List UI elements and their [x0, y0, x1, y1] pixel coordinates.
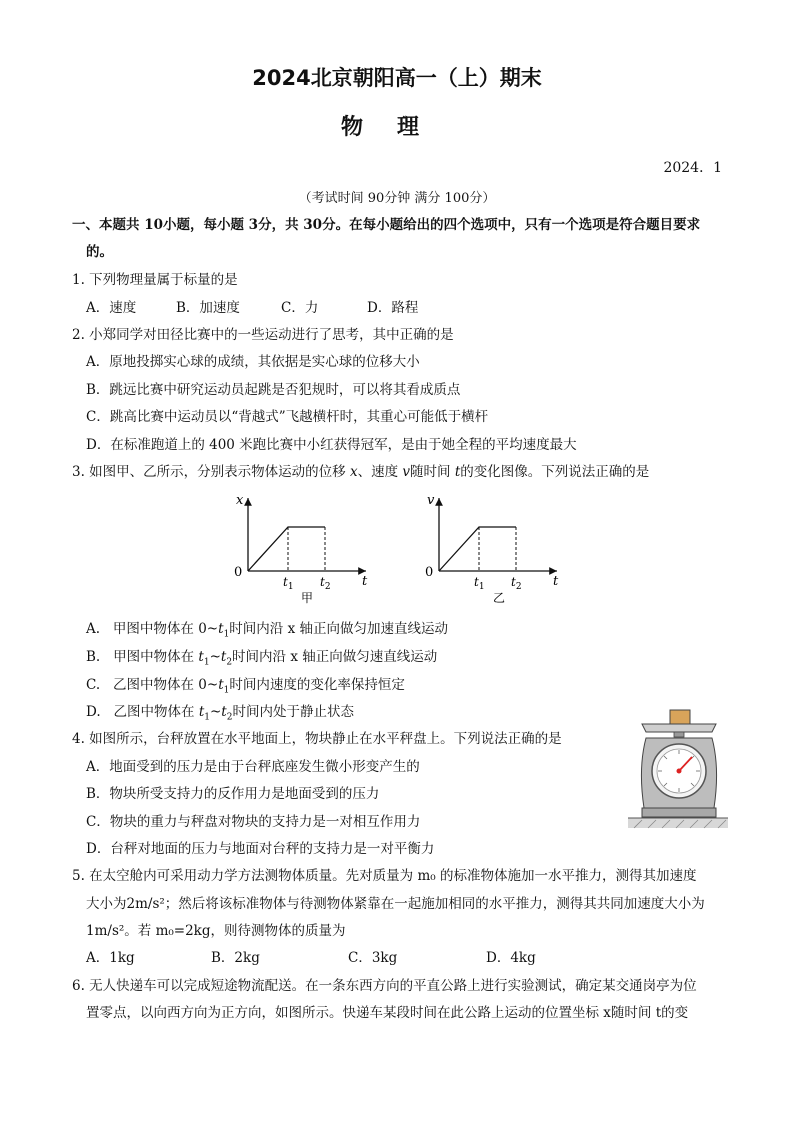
q6-line2: 置零点，以向西方向为正方向，如图所示。快递车某段时间在此公路上运动的位置坐标 x随时间 t的变	[86, 1005, 689, 1021]
q1-option-a: A．速度	[86, 300, 137, 316]
q4-option-a: A．地面受到的压力是由于台秤底座发生微小形变产生的	[86, 759, 420, 775]
q3-option-c: C. 乙图中物体在 $0\sim t_1$时间内速度的变化率保持恒定	[86, 677, 405, 696]
svg-text:t1	[474, 575, 485, 592]
q3-stem	[72, 460, 649, 480]
svg-text:t1	[283, 575, 294, 592]
svg-text:t2	[511, 575, 522, 592]
exam-date: 2024．1	[663, 160, 722, 176]
graph2-tick1-sub: 1	[478, 582, 485, 592]
q4-option-b: B．物块所受支持力的反作用力是地面受到的压力	[86, 786, 380, 802]
q2-option-d: D．在标准跑道上的 400 米跑比赛中小红获得冠军，是由于她全程的平均速度最大	[86, 437, 577, 453]
exam-info: （考试时间 90分钟 满分 100分）	[298, 191, 496, 206]
graph1-tick1-sub: 1	[287, 582, 294, 592]
q3-stem-part-b: 、速度	[357, 464, 403, 480]
graph2-x-label: t	[553, 574, 559, 589]
graph1-y-label: x	[236, 493, 244, 508]
q3-graph-yi	[417, 490, 567, 612]
graph2-tick1: t	[474, 575, 479, 589]
section-instruction-line1: 一、本题共 10小题，每小题 3分，共 30分。在每小题给出的四个选项中，只有一个选项是符合题目要求	[72, 217, 701, 233]
q2-option-c: C．跳高比赛中运动员以“背越式”飞越横杆时，其重心可能低于横杆	[86, 409, 489, 425]
graph1-tick2: t	[320, 575, 325, 589]
subject-title: 物理	[340, 115, 453, 140]
q3-var-v: v	[402, 464, 411, 480]
q5-line3: 1m/s²。若 m₀=2kg，则待测物体的质量为	[86, 923, 346, 939]
q2-option-a: A．原地投掷实心球的成绩，其依据是实心球的位移大小	[86, 354, 420, 370]
page-title: 2024北京朝阳高一（上）期末	[252, 66, 542, 90]
q3-option-d: D. 乙图中物体在 $t_1\sim t_2$时间内处于静止状态	[86, 704, 354, 723]
q3-stem-part-a: 3. 如图甲、乙所示，分别表示物体运动的位移	[72, 464, 350, 480]
q1-option-c: C．力	[281, 300, 319, 316]
q1-stem: 1. 下列物理量属于标量的是	[72, 272, 238, 288]
svg-text:t2	[320, 575, 331, 592]
q3-stem-part-d: 的变化图像。下列说法正确的是	[460, 464, 650, 480]
graph2-origin: 0	[425, 565, 434, 580]
q6-line1: 6. 无人快递车可以完成短途物流配送。在一条东西方向的平直公路上进行实验测试，确定某交通岗亭为位	[72, 978, 697, 994]
graph1-tick1: t	[283, 575, 288, 589]
q5-option-b: B．2kg	[211, 950, 260, 966]
graph1-caption: 甲	[301, 591, 314, 605]
graph2-y-label: v	[427, 493, 435, 508]
section-instruction-line2: 的。	[86, 244, 113, 260]
q5-line1: 5. 在太空舱内可采用动力学方法测物体质量。先对质量为 m₀ 的标准物体施加一水平推力，测得其加速度	[72, 868, 697, 884]
graph2-tick2: t	[511, 575, 516, 589]
q4-stem: 4. 如图所示，台秤放置在水平地面上，物块静止在水平秤盘上。下列说法正确的是	[72, 731, 562, 747]
q5-option-c: C．3kg	[348, 950, 398, 966]
q3-option-b: B. 甲图中物体在 $t_1\sim t_2$时间内沿 x 轴正向做匀速直线运动	[86, 649, 438, 668]
q3-option-a: A. 甲图中物体在 $0\sim t_1$时间内沿 x 轴正向做匀加速直线运动	[86, 621, 448, 640]
graph1-origin: 0	[234, 565, 243, 580]
graph2-tick2-sub: 2	[515, 582, 522, 592]
q4-option-d: D．台秤对地面的压力与地面对台秤的支持力是一对平衡力	[86, 841, 435, 857]
q3-graph-jia	[226, 490, 376, 612]
q3-stem-part-c: 随时间	[410, 464, 455, 480]
q3-var-x: x	[349, 464, 358, 480]
q5-option-a: A．1kg	[86, 950, 135, 966]
graph1-x-label: t	[362, 574, 368, 589]
q5-option-d: D．4kg	[486, 950, 536, 966]
q1-option-d: D．路程	[367, 300, 419, 316]
q2-option-b: B．跳远比赛中研究运动员起跳是否犯规时，可以将其看成质点	[86, 382, 461, 398]
q2-stem: 2. 小郑同学对田径比赛中的一些运动进行了思考，其中正确的是	[72, 327, 454, 343]
q4-option-c: C．物块的重力与秤盘对物块的支持力是一对相互作用力	[86, 814, 421, 830]
graph1-tick2-sub: 2	[324, 582, 331, 592]
graph2-caption: 乙	[493, 591, 506, 605]
scale-illustration	[628, 708, 728, 834]
q1-option-b: B．加速度	[176, 300, 240, 316]
q5-line2: 大小为2m/s²；然后将该标准物体与待测物体紧靠在一起施加相同的水平推力，测得其共同加速度大小为	[86, 896, 705, 912]
q3-var-t: t	[454, 464, 461, 480]
